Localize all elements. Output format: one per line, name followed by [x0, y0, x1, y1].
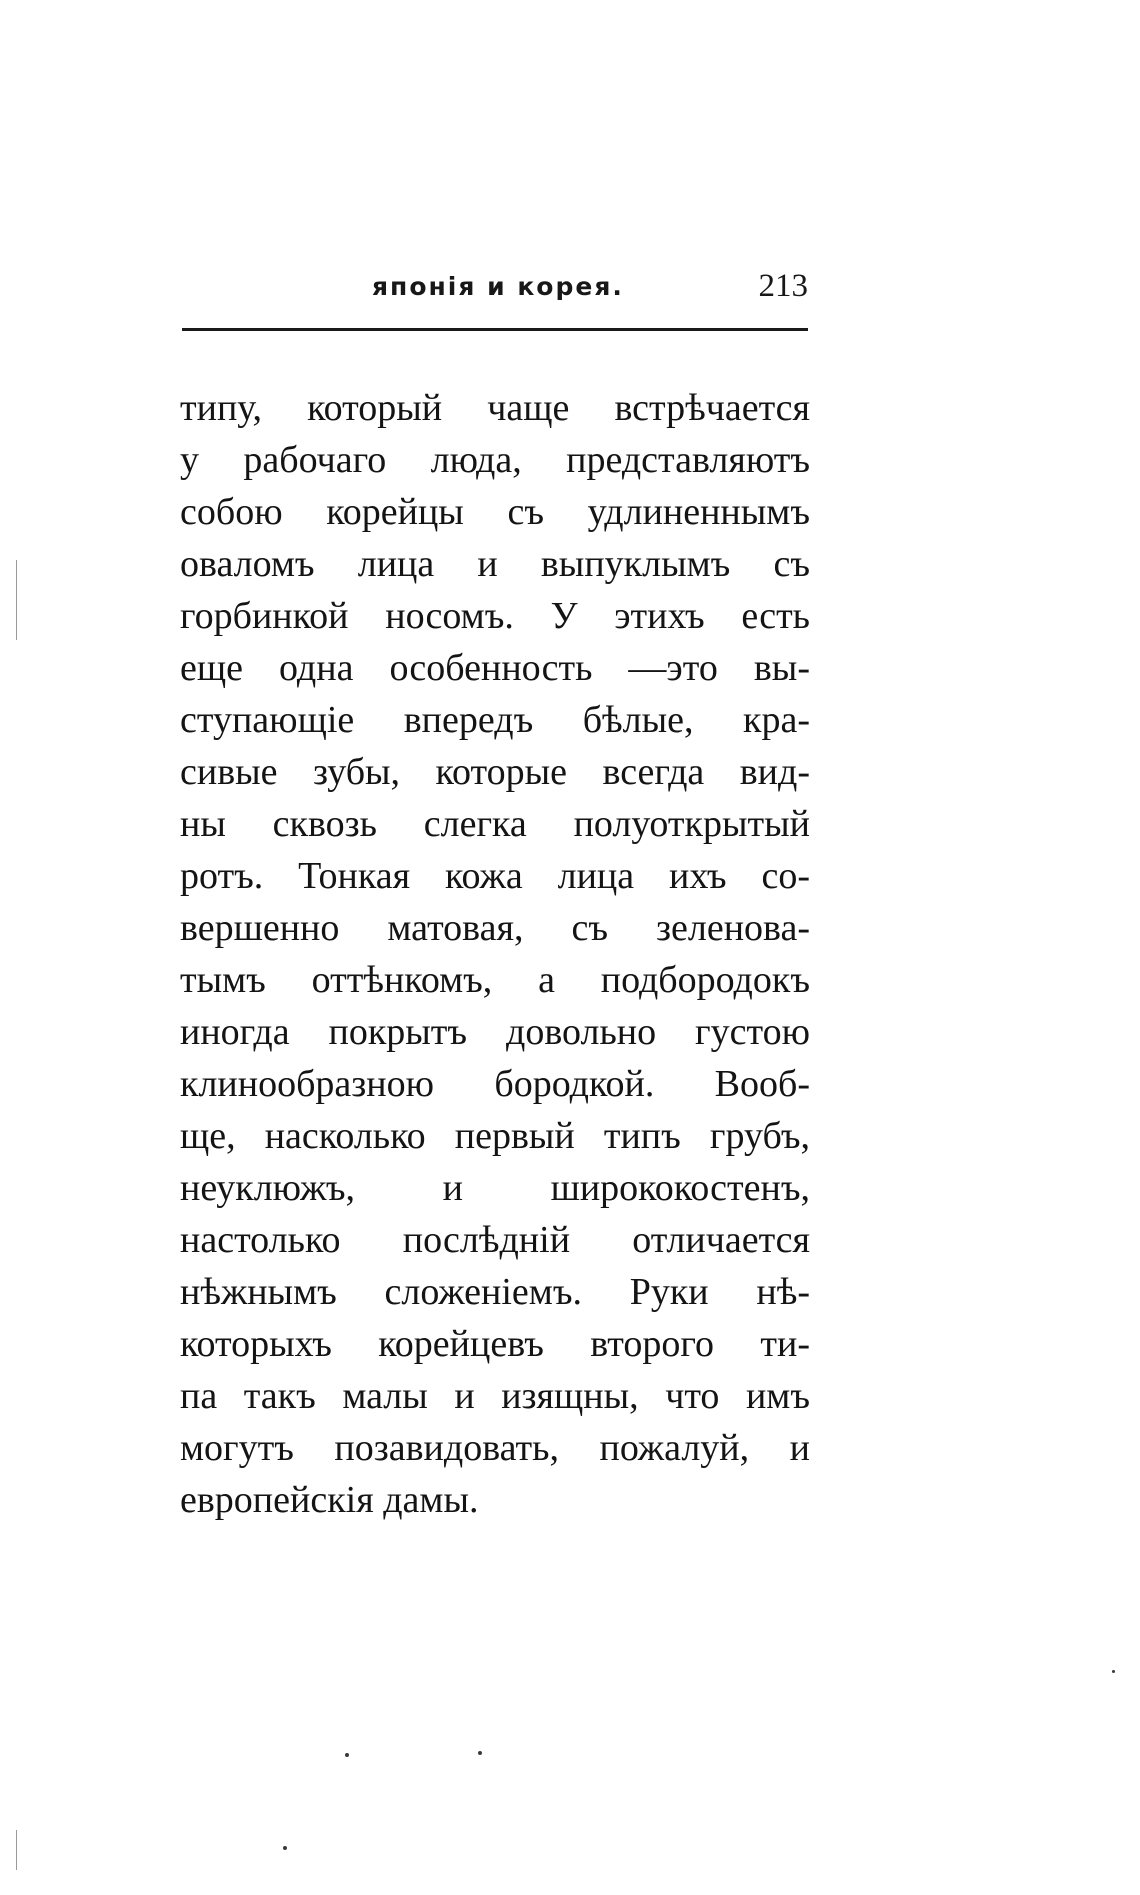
text-line: ступающіе впередъ бѣлые, кра- [180, 699, 810, 741]
scan-speck [283, 1846, 287, 1850]
text-line: ны сквозь слегка полуоткрытый [180, 803, 810, 845]
scan-edge-mark [16, 560, 17, 640]
text-line: па такъ малы и изящны, что имъ [180, 1375, 810, 1417]
header-rule [182, 328, 808, 331]
scan-speck [345, 1753, 349, 1757]
text-line: собою корейцы съ удлиненнымъ [180, 491, 810, 533]
text-line: которыхъ корейцевъ второго ти- [180, 1323, 810, 1365]
text-line: вершенно матовая, съ зеленова- [180, 907, 810, 949]
scan-edge-mark [16, 1830, 17, 1870]
running-head [182, 268, 808, 308]
text-line: ще, насколько первый типъ грубъ, [180, 1115, 810, 1157]
body-text [180, 382, 810, 1526]
text-line: горбинкой носомъ. У этихъ есть [180, 595, 810, 637]
scan-speck [1112, 1670, 1115, 1673]
text-line: могутъ позавидовать, пожалуй, и [180, 1427, 810, 1469]
text-line: иногда покрытъ довольно густою [180, 1011, 810, 1053]
text-line: клинообразною бородкой. Вооб- [180, 1063, 810, 1105]
text-line: еще одна особенность —это вы- [180, 647, 810, 689]
text-line: сивые зубы, которые всегда вид- [180, 751, 810, 793]
text-line: нѣжнымъ сложеніемъ. Руки нѣ- [180, 1271, 810, 1313]
text-line: европейскія дамы. [180, 1479, 479, 1521]
text-line: у рабочаго люда, представляютъ [180, 439, 810, 481]
text-line: тымъ оттѣнкомъ, а подбородокъ [180, 959, 810, 1001]
running-title: японія и корея. [372, 272, 624, 301]
text-line: ротъ. Тонкая кожа лица ихъ со- [180, 855, 810, 897]
text-line: неуклюжъ, и ширококостенъ, [180, 1167, 810, 1209]
scan-speck [478, 1751, 482, 1755]
text-line: настолько послѣдній отличается [180, 1219, 810, 1261]
page-number: 213 [758, 268, 808, 304]
text-line: оваломъ лица и выпуклымъ съ [180, 543, 810, 585]
text-line: типу, который чаще встрѣчается [180, 387, 810, 429]
